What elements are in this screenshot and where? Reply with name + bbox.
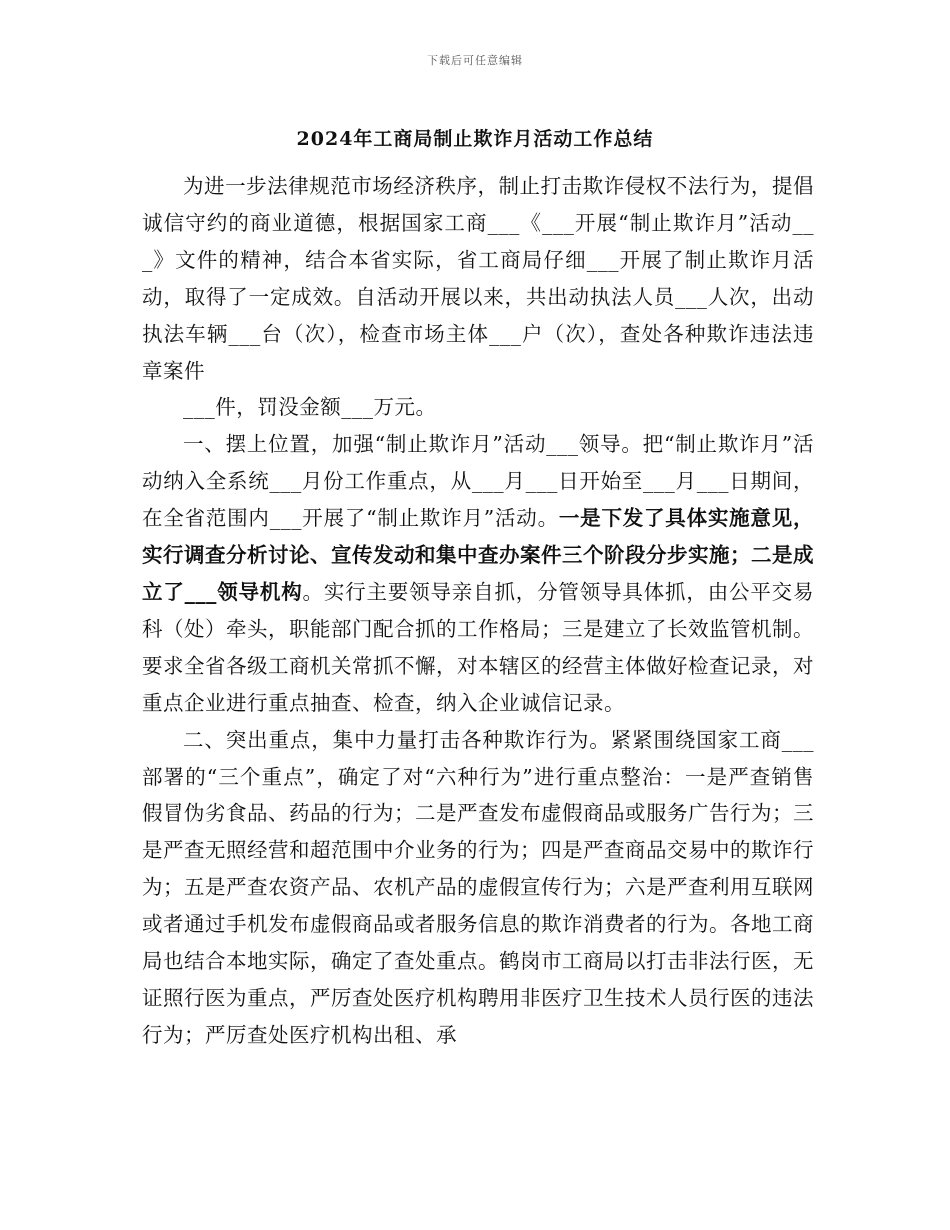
document-body (142, 168, 814, 1054)
paragraph-section-one (142, 426, 814, 721)
section-one-text-b: 。实行主要领导亲自抓，分管领导具体抓，由公平交易科（处）牵头，职能部门配合抓的工作格局；三是建立了长效监管机制。要求全省各级工商机关常抓不懈，对本辖区的经营主体做好检查记录，对重点企业进行重点抽查、检查，纳入企业诚信记录。 (142, 579, 815, 715)
intro-text: 为进一步法律规范市场经济秩序，制止打击欺诈侵权不法行为，提倡诚信守约的商业道德，根据国家工商___《___开展“制止欺诈月”活动___》文件的精神，结合本省实际，省工商局仔细___开展了制止欺诈月活动，取得了一定成效。自活动开展以来，共出动执法人员___人次，出动执法车辆___台（次），检查市场主体___户（次），查处各种欺诈违法违章案件 (142, 174, 814, 383)
page-header-note: 下载后可任意编辑 (427, 54, 523, 67)
paragraph-intro (142, 168, 814, 389)
section-two-text: 二、突出重点，集中力量打击各种欺诈行为。紧紧围绕国家工商___部署的“三个重点”，确定了对“六种行为”进行重点整治：一是严查销售假冒伪劣食品、药品的行为；二是严查发布虚假商品或服务广告行为；三是严查无照经营和超范围中介业务的行为；四是严查商品交易中的欺诈行为；五是严查农资产品、农机产品的虚假宣传行为；六是严查利用互联网或者通过手机发布虚假商品或者服务信息的欺诈消费者的行为。各地工商局也结合本地实际，确定了查处重点。鹤岗市工商局以打击非法行医，无证照行医为重点，严厉查处医疗机构聘用非医疗卫生技术人员行医的违法行为；严厉查处医疗机构出租、承 (142, 727, 814, 1047)
section-one-bold-text: 一是下发了具体实施意见，实行调查分析讨论、宣传发动和集中查办案件三个阶段分步实施；二是成立了___领导机构 (142, 506, 814, 604)
paragraph-intro-continued (142, 389, 814, 426)
paragraph-section-two (142, 722, 814, 1054)
section-one-text-a: 一、摆上位置，加强“制止欺诈月”活动___领导。把“制止欺诈月”活动纳入全系统___月份工作重点，从___月___日开始至___月___日期间，在全省范围内___开展了“制止欺诈月”活动。 (142, 432, 814, 531)
intro-continued-text: ___件，罚没金额___万元。 (183, 395, 437, 420)
document-title: 2024年工商局制止欺诈月活动工作总结 (296, 128, 654, 150)
